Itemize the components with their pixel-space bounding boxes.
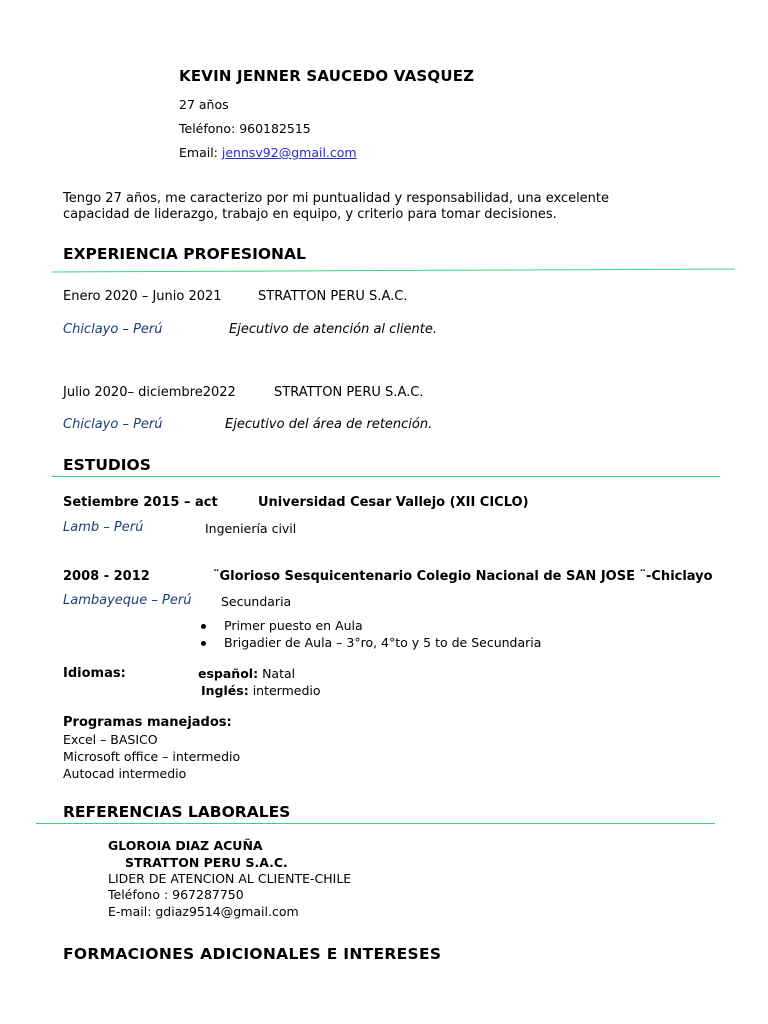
language-1-name: español: <box>198 666 259 681</box>
language-row-2 <box>201 683 321 698</box>
reference-company: STRATTON PERU S.A.C. <box>125 855 288 870</box>
bullet-dot-icon <box>201 641 206 646</box>
email-link[interactable]: jennsv92@gmail.com <box>221 145 357 160</box>
email-label: Email: <box>179 145 218 160</box>
experience-heading: EXPERIENCIA PROFESIONAL <box>63 245 306 263</box>
language-1-level: Natal <box>262 666 296 681</box>
edu-bullet-1: Primer puesto en Aula <box>224 618 363 633</box>
education-heading: ESTUDIOS <box>63 456 151 474</box>
reference-position: LIDER DE ATENCION AL CLIENTE-CHILE <box>108 871 352 886</box>
job-1-role: Ejecutivo de atención al cliente. <box>229 322 438 337</box>
additional-heading: FORMACIONES ADICIONALES E INTERESES <box>63 945 442 963</box>
experience-divider <box>52 269 735 273</box>
edu-2-institution: ¨Glorioso Sesquicentenario Colegio Nacional de SAN JOSE ¨-Chiclayo <box>213 569 713 584</box>
job-1-company: STRATTON PERU S.A.C. <box>258 289 408 304</box>
language-row-1 <box>198 666 295 681</box>
edu-bullet-2: Brigadier de Aula – 3°ro, 4°to y 5 to de Secundaria <box>224 635 542 650</box>
edu-2-period: 2008 - 2012 <box>63 569 150 584</box>
email-line <box>179 145 357 160</box>
profile-line-2: capacidad de liderazgo, trabajo en equipo, y criterio para tomar decisiones. <box>63 207 557 222</box>
language-2-level: intermedio <box>252 683 321 698</box>
program-item: Excel – BASICO <box>63 732 158 747</box>
job-2-location: Chiclayo – Perú <box>63 417 163 432</box>
candidate-name: KEVIN JENNER SAUCEDO VASQUEZ <box>179 67 475 85</box>
references-divider <box>36 823 715 824</box>
phone-value: 960182515 <box>239 121 311 136</box>
edu-1-period: Setiembre 2015 – act <box>63 495 218 510</box>
job-2-company: STRATTON PERU S.A.C. <box>274 385 424 400</box>
programs-heading: Programas manejados: <box>63 715 232 730</box>
reference-email: E-mail: gdiaz9514@gmail.com <box>108 904 299 919</box>
job-1-period: Enero 2020 – Junio 2021 <box>63 289 222 304</box>
edu-1-detail: Ingeniería civil <box>205 521 297 536</box>
job-2-period: Julio 2020– diciembre2022 <box>63 385 236 400</box>
bullet-dot-icon <box>201 624 206 629</box>
reference-phone: Teléfono : 967287750 <box>108 887 244 902</box>
phone-label: Teléfono: <box>179 121 236 136</box>
program-item: Microsoft office – intermedio <box>63 749 241 764</box>
phone-line <box>179 121 311 136</box>
edu-1-institution: Universidad Cesar Vallejo (XII CICLO) <box>258 495 529 510</box>
language-2-name: Inglés: <box>201 683 249 698</box>
languages-label: Idiomas: <box>63 666 126 681</box>
job-2-role: Ejecutivo del área de retención. <box>225 417 433 432</box>
education-divider <box>52 476 720 477</box>
edu-2-location: Lambayeque – Perú <box>63 593 192 608</box>
program-item: Autocad intermedio <box>63 766 187 781</box>
age-text: 27 años <box>179 97 229 112</box>
references-heading: REFERENCIAS LABORALES <box>63 803 291 821</box>
profile-line-1: Tengo 27 años, me caracterizo por mi puntualidad y responsabilidad, una excelente <box>63 191 610 206</box>
edu-1-location: Lamb – Perú <box>63 520 144 535</box>
reference-name: GLOROIA DIAZ ACUÑA <box>108 838 263 853</box>
edu-2-detail: Secundaria <box>221 594 292 609</box>
job-1-location: Chiclayo – Perú <box>63 322 163 337</box>
